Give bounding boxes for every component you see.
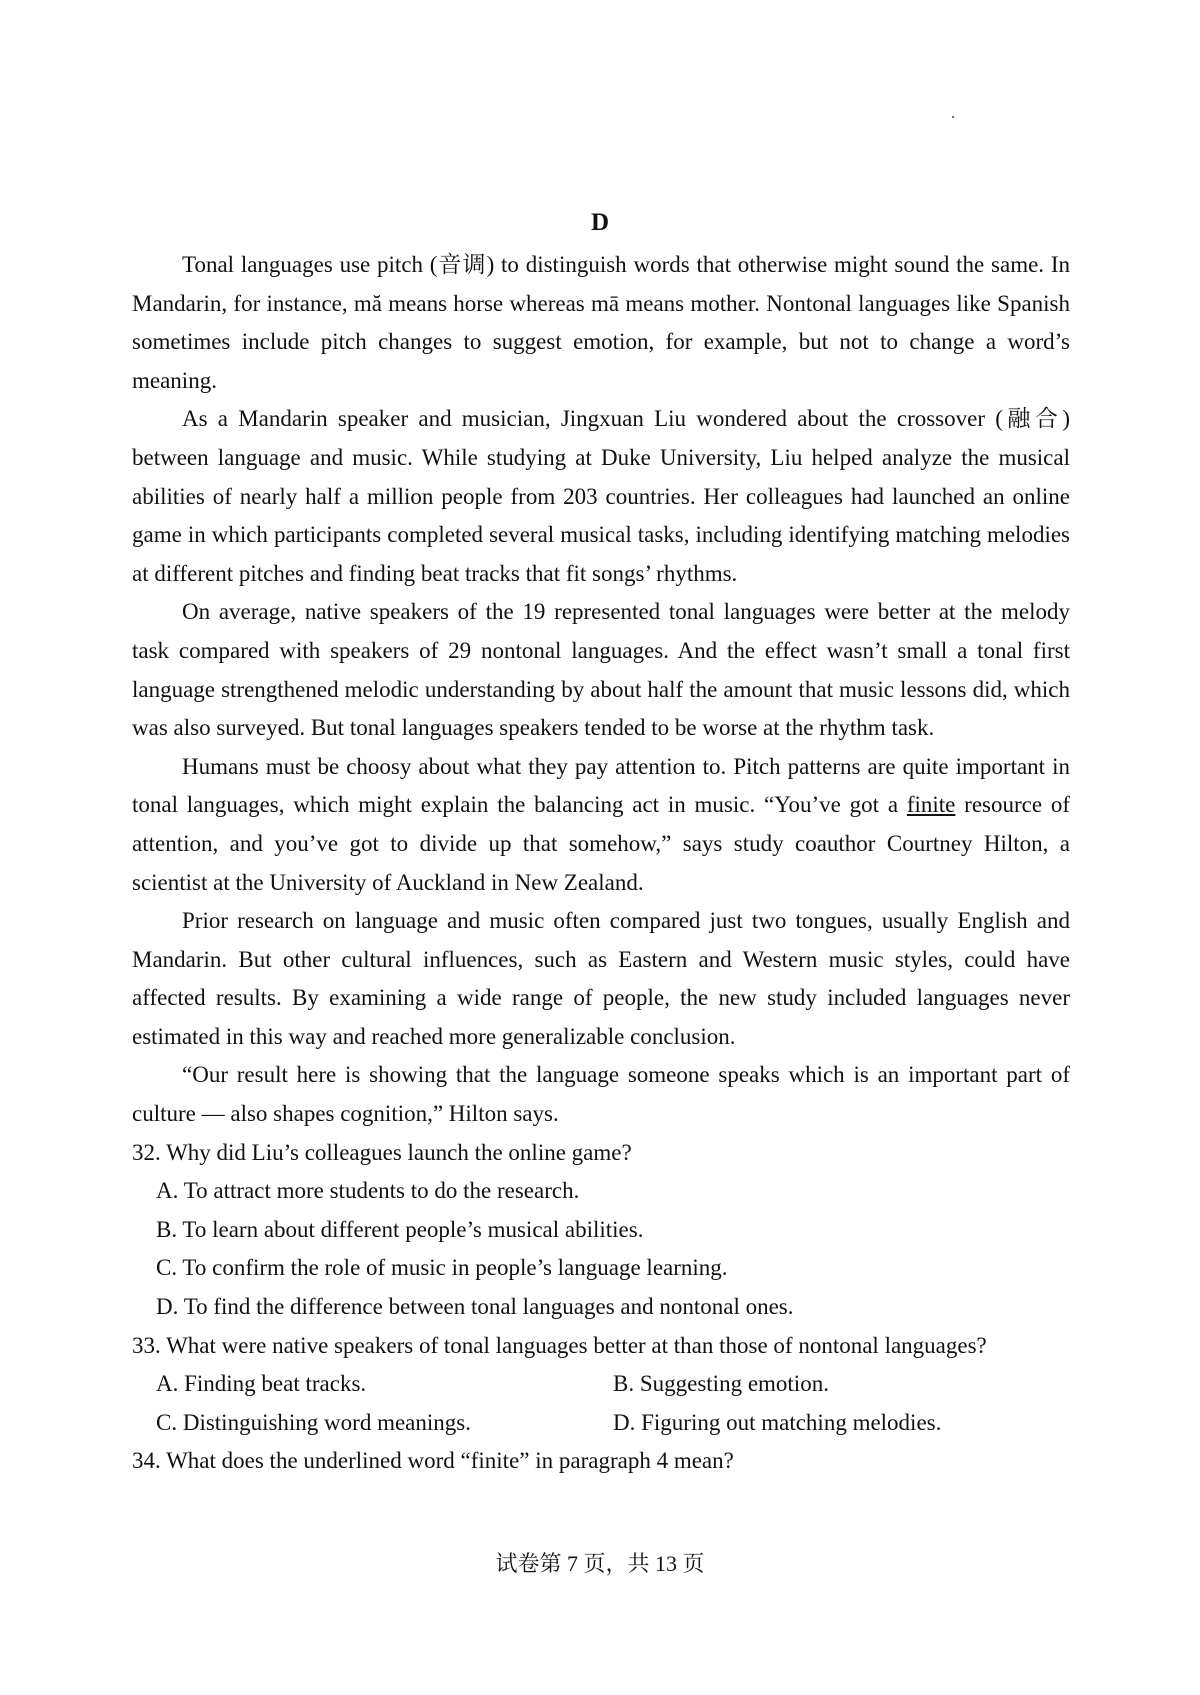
paragraph-3: On average, native speakers of the 19 represented tonal languages were better at the melody task compared with speakers of 29 nontonal languages. And the effect wasn’t small a tonal first language strengthened melodic understanding by about half the amount that music lessons did, which was also surveyed. But tonal languages speakers tended to be worse at the rhythm task. [132,599,1070,741]
paragraph-1: Tonal languages use pitch (音调) to distinguish words that otherwise might sound the same. In Mandarin, for instance, mă means horse whereas mā means mother. Nontonal languages like Spanish sometimes include pitch changes to suggest emotion, for example, but not to change a word’s meaning. [132,252,1070,393]
question-33-options-row-1 [132,1365,1070,1404]
question-33-options-row-2 [132,1404,1070,1443]
paragraph-4-text-before: Humans must be choosy about what they pay attention to. Pitch patterns are quite important in tonal languages, which might explain the balancing act in music. “You’ve got a [132,753,1070,818]
question-33-option-c: C. Distinguishing word meanings. [156,1409,471,1435]
question-33-option-d: D. Figuring out matching melodies. [613,1409,942,1435]
question-32-option-d: D. To find the difference between tonal languages and nontonal ones. [156,1294,794,1320]
question-33-option-b: B. Suggesting emotion. [613,1371,829,1397]
paragraph-5: Prior research on language and music often compared just two tongues, usually English and Mandarin. But other cultural influences, such as Eastern and Western music styles, could have affected results. By examining a wide range of people, the new study included languages never estimated in this way and reached more generalizable conclusion. [132,908,1070,1049]
question-32-option-b: B. To learn about different people’s musical abilities. [156,1216,644,1242]
scan-dot [952,116,954,118]
paragraph-2: As a Mandarin speaker and musician, Jingxuan Liu wondered about the crossover (融合) between language and music. While studying at Duke University, Liu helped analyze the musical abilities of nearly half a million people from 203 countries. Her colleagues had launched an online game in which participants completed several musical tasks, including identifying matching melodies at different pitches and finding beat tracks that fit songs’ rhythms. [132,406,1070,586]
paragraph-4-text-after: resource of attention, and you’ve got to divide up that somehow,” says study coauthor Courtney Hilton, a scientist at the University of Auckland in New Zealand. [132,792,1070,895]
question-32-stem: 32. Why did Liu’s colleagues launch the online game? [132,1139,632,1165]
question-32-option-c: C. To confirm the role of music in people’s language learning. [156,1255,728,1281]
section-heading: D [590,209,610,236]
page-footer: 试卷第 7 页，共 13 页 [495,1551,705,1576]
question-34-stem: 34. What does the underlined word “finite” in paragraph 4 mean? [132,1448,734,1474]
question-33-stem: 33. What were native speakers of tonal languages better at than those of nontonal languages? [132,1332,987,1358]
passage-and-questions [132,246,1070,1481]
question-33-option-a: A. Finding beat tracks. [156,1371,367,1397]
underlined-word: finite [906,792,956,818]
paragraph-6: “Our result here is showing that the language someone speaks which is an important part of culture — also shapes cognition,” Hilton says. [132,1062,1070,1127]
paragraph-4 [132,748,1070,902]
question-32-option-a: A. To attract more students to do the research. [156,1178,580,1204]
